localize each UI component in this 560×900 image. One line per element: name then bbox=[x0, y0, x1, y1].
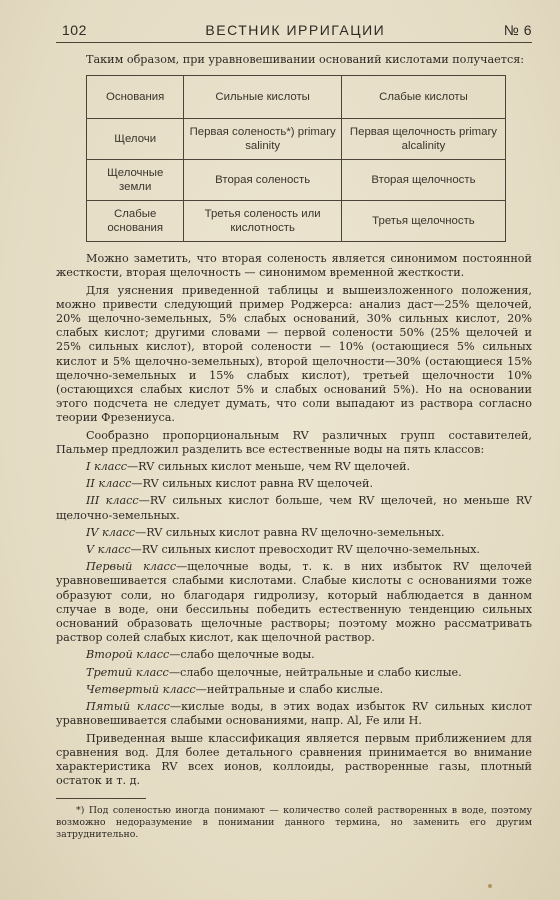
class-description bbox=[56, 683, 532, 697]
class-description-text: —слабо щелочные воды. bbox=[169, 648, 315, 662]
class-description-text: —кислые воды, в этих водах избыток RV сильных кислот уравновешивается слабыми основаниями, напр. Al, Fe или H. bbox=[56, 700, 532, 728]
issue-number: № 6 bbox=[503, 22, 532, 38]
table-header-cell: Сильные кислоты bbox=[184, 76, 342, 119]
class-description bbox=[56, 666, 532, 680]
class-name: II класс bbox=[86, 477, 132, 491]
class-item bbox=[56, 543, 532, 557]
table-row bbox=[87, 160, 506, 201]
footnote-divider bbox=[56, 798, 146, 799]
class-text: —RV сильных кислот равна RV щелочей. bbox=[131, 477, 374, 491]
class-text: —RV сильных кислот меньше, чем RV щелочей. bbox=[126, 460, 411, 474]
class-description bbox=[56, 700, 532, 728]
class-item bbox=[56, 494, 532, 522]
footnote: *) Под соленостью иногда понимают — количество солей растворенных в воде, поэтому возможно недоразумение в понимании данного термина, но заменить его другим затруднительно. bbox=[56, 805, 532, 841]
class-description-name: Четвертый класс bbox=[86, 682, 196, 696]
class-item bbox=[56, 460, 532, 474]
class-name: IV класс bbox=[86, 525, 136, 539]
class-text: —RV сильных кислот больше, чем RV щелочей, но меньше RV щелочно-земельных. bbox=[56, 494, 532, 522]
class-text: —RV сильных кислот равна RV щелочно-земельных. bbox=[135, 525, 445, 539]
table-cell: Щелочные земли bbox=[87, 160, 184, 201]
class-description-name: Первый класс bbox=[86, 560, 177, 574]
class-description-text: —нейтральные и слабо кислые. bbox=[195, 682, 384, 696]
table-cell: Вторая соленость bbox=[184, 160, 342, 201]
salinity-table bbox=[86, 75, 506, 242]
class-description-name: Второй класс bbox=[86, 648, 170, 662]
class-description-name: Пятый класс bbox=[86, 700, 170, 714]
page-number: 102 bbox=[62, 22, 87, 38]
table-header-cell: Слабые кислоты bbox=[341, 76, 505, 119]
class-text: —RV сильных кислот превосходит RV щелочно-земельных. bbox=[130, 543, 480, 557]
class-description-text: —щелочные воды, т. к. в них избыток RV щелочей уравновешивается слабыми кислотами. Слабые кислоты с основаниями тоже образуют соли, но благодаря гидролизу, который наблюдается в данном случае в воде, они бессильны победить естественную тенденцию сильных оснований образовать щелочные растворы; поэтому можно рассматривать раствор солей слабых кислот, как щелочной раствор. bbox=[56, 560, 532, 645]
class-description bbox=[56, 648, 532, 662]
class-item bbox=[56, 526, 532, 540]
class-name: I класс bbox=[86, 460, 127, 474]
paper-stain bbox=[488, 884, 492, 888]
table-header-cell: Основания bbox=[87, 76, 184, 119]
class-name: V класс bbox=[86, 543, 131, 557]
table-row bbox=[87, 201, 506, 242]
class-description bbox=[56, 560, 532, 645]
body-paragraph: Можно заметить, что вторая соленость является синонимом постоянной жесткости, вторая щелочность — синонимом временной жесткости. bbox=[56, 252, 532, 280]
class-description-text: —слабо щелочные, нейтральные и слабо кислые. bbox=[168, 665, 462, 679]
class-item bbox=[56, 477, 532, 491]
table-row bbox=[87, 119, 506, 160]
table-cell: Третья щелочность bbox=[341, 201, 505, 242]
table-cell: Щелочи bbox=[87, 119, 184, 160]
journal-title: ВЕСТНИК ИРРИГАЦИИ bbox=[205, 22, 386, 38]
table-cell: Третья соленость или кислотность bbox=[184, 201, 342, 242]
body-paragraph: Для уяснения приведенной таблицы и вышеизложенного положения, можно привести следующий пример Роджерса: анализ даст—25% щелочей, 20% щелочно-земельных, 5% слабых оснований, 30% сильных кислот, 20% слабых кислот; другими словами — первой солености 50% (25% щелочей и 25% сильных кислот), второй солености — 10% (остающиеся 5% сильных кислот и 5% щелочно-земельных), второй щелочности—30% (остающиеся 15% щелочно-земельных и 15% слабых кислот), третьей щелочности 10% (остающихся слабых кислот 5% и слабых оснований 5%). Но на основании этого подсчета не следует думать, что соли выпадают из раствора согласно теории Фрезениуса. bbox=[56, 283, 532, 425]
table-cell: Слабые основания bbox=[87, 201, 184, 242]
table-cell: Первая щелочность primary alcalinity bbox=[341, 119, 505, 160]
closing-paragraph: Приведенная выше классификация является первым приближением для сравнения вод. Для более детального сравнения принимается во внимание характеристика RV всех ионов, коллоиды, растворенные газы, плотный остаток и т. д. bbox=[56, 731, 532, 788]
body-paragraph: Сообразно пропорциональным RV различных групп составителей, Пальмер предложил разделить все естественные воды на пять классов: bbox=[56, 428, 532, 456]
class-description-name: Третий класс bbox=[86, 665, 169, 679]
class-name: III класс bbox=[86, 494, 139, 508]
table-header-row bbox=[87, 76, 506, 119]
table-cell: Вторая щелочность bbox=[341, 160, 505, 201]
intro-paragraph: Таким образом, при уравновешивании оснований кислотами получается: bbox=[86, 53, 525, 66]
page-header bbox=[56, 22, 532, 43]
table-cell: Первая соленость*) primary salinity bbox=[184, 119, 342, 160]
